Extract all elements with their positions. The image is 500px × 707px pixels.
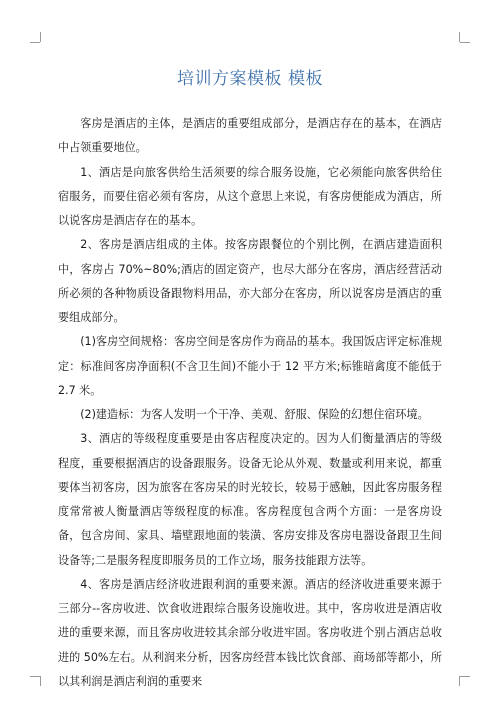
crop-mark-bottom-right-h <box>460 676 470 677</box>
crop-mark-top-left-h <box>30 42 40 43</box>
crop-mark-bottom-right-v <box>459 676 460 686</box>
document-body <box>58 112 442 694</box>
crop-mark-top-right-v <box>459 32 460 42</box>
paragraph-point-2: 2、客房是酒店组成的主体。按客房跟餐位的个别比例，在酒店建造面积中，客房占 70%~80%;酒店的固定资产，也尽大部分在客房，酒店经营活动所必须的各种物质设备跟物料用品，亦大部分在客房，所以说客房是酒店的重要组成部分。 <box>58 238 442 324</box>
crop-mark-bottom-left-h <box>30 676 40 677</box>
crop-mark-top-right-h <box>460 42 470 43</box>
paragraph-intro: 客房是酒店的主体，是酒店的重要组成部分，是酒店存在的基本，在酒店中占领重要地位。 <box>58 117 442 155</box>
crop-mark-bottom-left-v <box>40 676 41 686</box>
paragraph-point-3: 3、酒店的等级程度重要是由客店程度决定的。因为人们衡量酒店的等级程度，重要根据酒店的设备跟服务。设备无论从外观、数量或利用来说，都重要体当初客房，因为旅客在客房呆的时光较长，较易于感触，因此客房服务程度常常被人衡量酒店等级程度的标准。客房程度包含两个方面：一是客房设备，包含房间、家具、墙壁跟地面的装潢、客房安排及客房电器设备跟卫生间设备等;二是服务程度即服务员的工作立场，服务技能跟方法等。 <box>58 432 442 567</box>
crop-mark-top-left-v <box>40 32 41 42</box>
paragraph-point-4: 4、客房是酒店经济收进跟利润的重要来源。酒店的经济收进重要来源于三部分--客房收进、饮食收进跟综合服务设施收进。其中，客房收进是酒店收进的重要来源，而且客房收进较其余部分收进牢固。客房收进个别占酒店总收进的 50%左右。从利润来分析，因客房经营本钱比饮食部、商场部等都小，所以其利润是酒店利润的重要来 <box>58 577 442 688</box>
paragraph-sub-2: (2)建造标：为客人发明一个干净、美观、舒服、保险的幻想住宿环境。 <box>80 408 429 421</box>
document-title: 培训方案模板 模板 <box>177 69 323 89</box>
paragraph-sub-1: (1)客房空间规格：客房空间是客房作为商品的基本。我国饭店评定标准规定：标准间客房净面积(不含卫生间)不能小于 12 平方米;标锥暗禽度不能低于 2.7 米。 <box>58 335 442 397</box>
paragraph-point-1: 1、酒店是向旅客供给生活须要的综合服务设施，它必须能向旅客供给住宿服务，而要住宿必须有客房，从这个意思上来说，有客房便能成为酒店，所以说客房是酒店存在的基本。 <box>58 165 442 227</box>
